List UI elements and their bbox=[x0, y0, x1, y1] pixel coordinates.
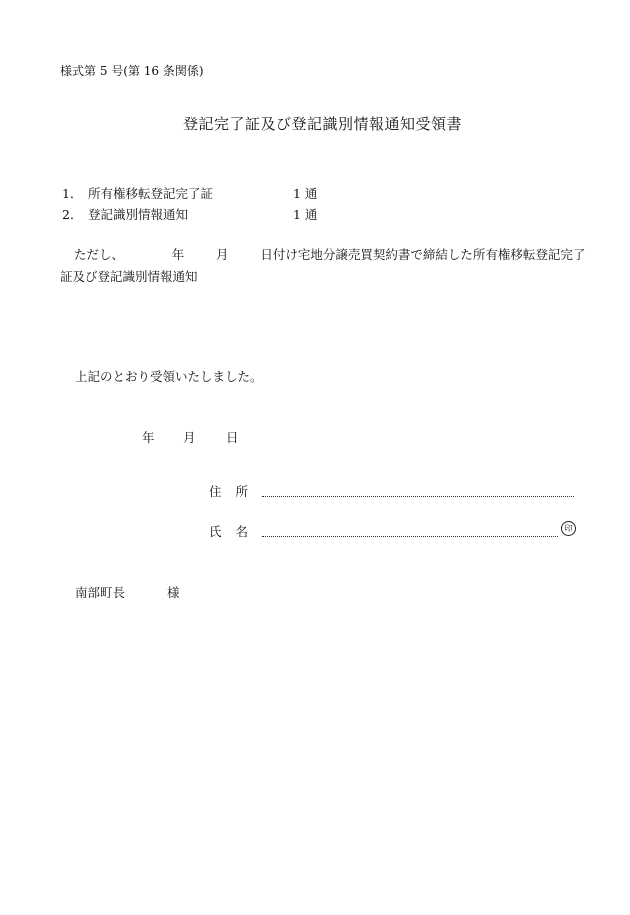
proviso-paragraph bbox=[60, 244, 590, 288]
address-label: 住所 bbox=[209, 484, 263, 499]
list-item bbox=[62, 205, 317, 223]
name-label: 氏名 bbox=[209, 524, 263, 539]
item-name: 所有権移転登記完了証 bbox=[88, 186, 214, 201]
list-item bbox=[62, 184, 317, 202]
proviso-month: 月 bbox=[216, 247, 229, 262]
date-month-label: 月 bbox=[183, 430, 196, 445]
document-title: 登記完了証及び登記識別情報通知受領書 bbox=[183, 115, 463, 133]
receipt-statement: 上記のとおり受領いたしました。 bbox=[75, 369, 263, 384]
proviso-body: 日付け宅地分譲売買契約書で締結した所有権移転登記完了証及び登記識別情報通知 bbox=[60, 247, 586, 284]
proviso-year: 年 bbox=[171, 247, 185, 262]
item-count: 1 通 bbox=[293, 207, 318, 222]
seal-mark: 印 bbox=[561, 521, 576, 536]
item-number: 1． bbox=[62, 186, 83, 201]
date-year-label: 年 bbox=[142, 430, 155, 445]
proviso-lead: ただし、 bbox=[74, 247, 125, 262]
form-number: 様式第 5 号(第 16 条関係) bbox=[60, 64, 204, 78]
address-field-line[interactable] bbox=[262, 496, 574, 497]
date-day-label: 日 bbox=[226, 430, 239, 445]
addressee bbox=[75, 583, 180, 601]
addressee-name: 南部町長 bbox=[75, 585, 126, 600]
item-number: 2． bbox=[62, 207, 83, 222]
item-count: 1 通 bbox=[293, 186, 318, 201]
addressee-honorific: 様 bbox=[167, 585, 180, 600]
name-field-line[interactable] bbox=[262, 536, 558, 537]
item-name: 登記識別情報通知 bbox=[88, 207, 189, 222]
